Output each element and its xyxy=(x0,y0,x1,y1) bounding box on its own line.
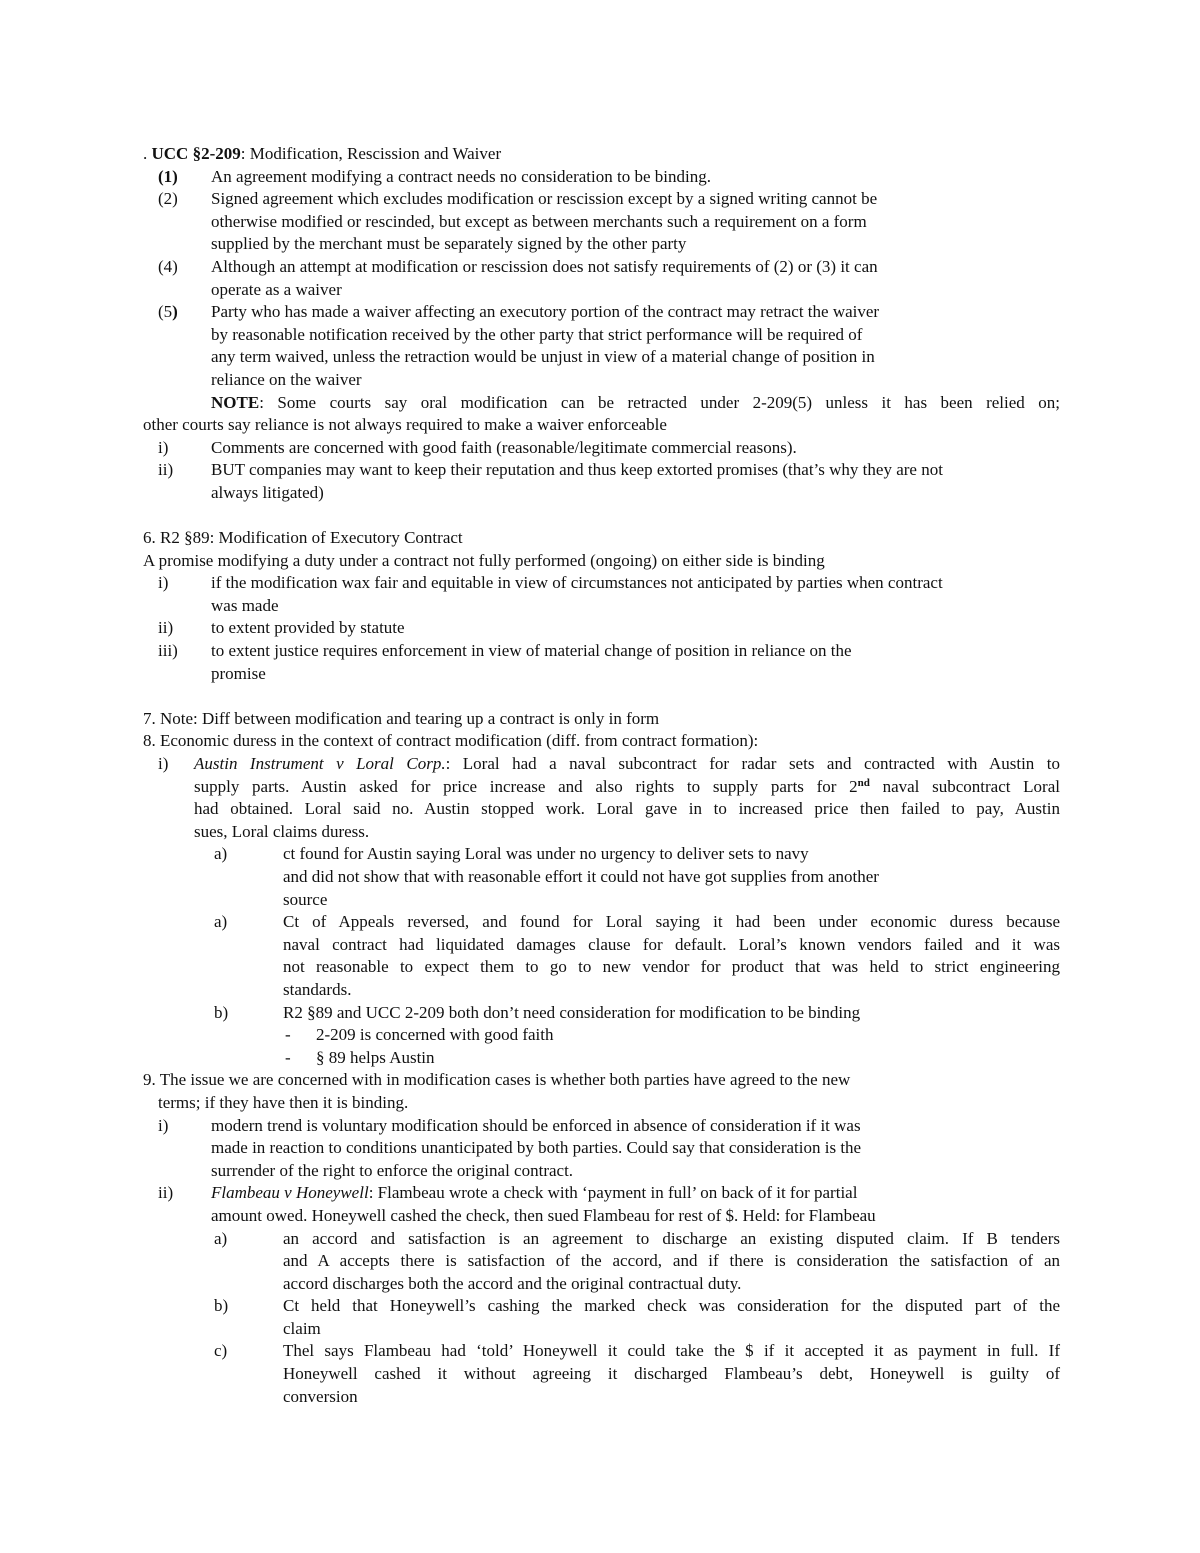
paragraph xyxy=(143,550,1060,573)
list-text: ct found for Austin saying Loral was under no urgency to deliver sets to navy xyxy=(283,844,809,864)
list-marker: i) xyxy=(158,754,169,774)
list-text: Comments are concerned with good faith (reasonable/legitimate commercial reasons). xyxy=(211,437,797,457)
case-text: : Loral had a naval subcontract for radar sets and contracted with Austin to xyxy=(445,754,1061,774)
list-marker: (2) xyxy=(158,189,178,209)
marker-close: ) xyxy=(172,302,178,322)
list-text-continued xyxy=(143,663,1060,686)
list-marker: i) xyxy=(158,437,169,457)
section-heading-agreement xyxy=(143,1069,1060,1092)
list-text: Party who has made a waiver affecting an executory portion of the contract may retract the waiver xyxy=(211,302,880,322)
marker-open: (5 xyxy=(158,302,173,322)
list-text: An agreement modifying a contract needs no consideration to be binding. xyxy=(211,166,711,186)
list-text: by reasonable notification received by the other party that strict performance will be required of xyxy=(211,324,863,344)
list-marker: (4) xyxy=(158,256,178,276)
list-text-continued xyxy=(143,369,1060,392)
list-text: made in reaction to conditions unanticipated by both parties. Could say that consideration is the xyxy=(211,1138,862,1158)
list-text: supplied by the merchant must be separately signed by the other party xyxy=(211,234,687,254)
list-text-continued xyxy=(283,979,1060,1002)
list-item xyxy=(143,1115,1060,1138)
list-text-continued xyxy=(283,934,1060,957)
case-text: naval subcontract Loral xyxy=(869,776,1060,796)
list-text: Ct of Appeals reversed, and found for Loral saying it had been under economic duress because xyxy=(283,912,1060,932)
note-text: other courts say reliance is not always required to make a waiver enforceable xyxy=(143,415,667,435)
notes-body xyxy=(143,143,1060,1408)
list-marker: (1) xyxy=(158,166,178,186)
case-text: : Flambeau wrote a check with ‘payment in full’ on back of it for partial xyxy=(368,1183,858,1203)
note-paragraph xyxy=(211,392,1060,415)
list-text-continued xyxy=(143,482,1060,505)
section-heading-economic-duress xyxy=(143,730,1060,753)
list-text-continued xyxy=(143,279,1060,302)
list-marker: b) xyxy=(214,1296,229,1316)
list-text: Honeywell cashed it without agreeing it discharged Flambeau’s debt, Honeywell is guilty of xyxy=(283,1364,1060,1384)
heading-text: 8. Economic duress in the context of contract modification (diff. from contract formation): xyxy=(143,731,759,751)
list-item xyxy=(143,1002,1060,1025)
list-text-continued xyxy=(143,595,1060,618)
section-heading-note xyxy=(143,708,1060,731)
list-item xyxy=(143,459,1060,482)
case-name: Flambeau v Honeywell xyxy=(211,1183,369,1203)
list-text-continued xyxy=(283,1250,1060,1273)
list-text: Ct held that Honeywell’s cashing the marked check was consideration for the disputed part of the xyxy=(283,1296,1060,1316)
list-text: source xyxy=(283,889,328,909)
list-text: not reasonable to expect them to go to new vendor for product that was held to strict engineering xyxy=(283,957,1060,977)
list-text-continued xyxy=(143,866,1060,889)
note-text: : Some courts say oral modification can be retracted under 2-209(5) unless it has been relied on; xyxy=(259,392,1060,412)
case-text-continued xyxy=(194,776,1060,799)
case-text: amount owed. Honeywell cashed the check, then sued Flambeau for rest of $. Held: for Flambeau xyxy=(211,1205,876,1225)
list-text-continued xyxy=(283,1386,1060,1409)
list-text: always litigated) xyxy=(211,482,324,502)
list-text: reliance on the waiver xyxy=(211,369,362,389)
list-text: to extent provided by statute xyxy=(211,618,405,638)
list-marker: ii) xyxy=(158,460,174,480)
case-text-continued xyxy=(194,821,1060,844)
list-item xyxy=(143,256,1060,279)
list-item xyxy=(143,617,1060,640)
case-text: had obtained. Loral said no. Austin stopped work. Loral gave in to increased price then failed to pay, Austin xyxy=(194,799,1060,819)
list-marker: ii) xyxy=(158,1183,174,1203)
list-item xyxy=(143,640,1060,663)
dash-marker: - xyxy=(285,1047,291,1067)
list-item xyxy=(143,301,1060,324)
list-text: promise xyxy=(211,663,266,683)
list-marker: iii) xyxy=(158,641,178,661)
list-text: Although an attempt at modification or rescission does not satisfy requirements of (2) or (3) it can xyxy=(211,256,878,276)
list-text-continued xyxy=(143,1205,1060,1228)
ordinal-suffix: nd xyxy=(857,776,870,789)
list-text-continued xyxy=(283,1273,1060,1296)
heading-bold: UCC §2-209 xyxy=(151,144,241,163)
spacer xyxy=(143,505,1060,528)
list-item xyxy=(143,572,1060,595)
section-heading-r2-89 xyxy=(143,527,1060,550)
list-text: to extent justice requires enforcement in view of material change of position in reliance on the xyxy=(211,641,852,661)
list-text: and A accepts there is satisfaction of the accord, and if there is consideration the satisfaction of an xyxy=(283,1251,1060,1271)
list-marker: ii) xyxy=(158,618,174,638)
list-marker: c) xyxy=(214,1341,228,1361)
list-item xyxy=(143,911,1060,934)
dash-item xyxy=(143,1047,1060,1070)
list-text: conversion xyxy=(283,1386,358,1406)
heading-prefix: . xyxy=(143,144,152,163)
list-text: claim xyxy=(283,1318,321,1338)
heading-rest: : Modification, Rescission and Waiver xyxy=(240,144,502,163)
heading-continued xyxy=(158,1092,1060,1115)
list-text-continued xyxy=(143,889,1060,912)
list-marker: b) xyxy=(214,1002,229,1022)
case-text-continued xyxy=(194,798,1060,821)
list-text-continued xyxy=(143,324,1060,347)
section-heading-ucc-2-209 xyxy=(143,143,1060,166)
list-text-continued xyxy=(143,211,1060,234)
heading-text: 9. The issue we are concerned with in modification cases is whether both parties have agreed to the new xyxy=(143,1070,851,1090)
list-text-continued xyxy=(143,346,1060,369)
heading-text: 6. R2 §89: Modification of Executory Contract xyxy=(143,528,463,548)
list-item xyxy=(143,166,1060,189)
list-text: R2 §89 and UCC 2-209 both don’t need consideration for modification to be binding xyxy=(283,1002,861,1022)
list-text-continued xyxy=(283,956,1060,979)
list-text: standards. xyxy=(283,979,352,999)
note-continued xyxy=(143,414,1060,437)
list-text: otherwise modified or rescinded, but except as between merchants such a requirement on a form xyxy=(211,211,867,231)
spacer xyxy=(143,685,1060,708)
list-item xyxy=(143,1228,1060,1251)
list-text-continued xyxy=(143,1160,1060,1183)
list-text-continued xyxy=(283,1363,1060,1386)
dash-marker: - xyxy=(285,1025,291,1045)
list-item xyxy=(143,1340,1060,1363)
list-text: and did not show that with reasonable effort it could not have got supplies from another xyxy=(283,867,879,886)
list-item xyxy=(143,1182,1060,1205)
case-name: Austin Instrument v Loral Corp. xyxy=(194,754,446,774)
list-marker: a) xyxy=(214,844,228,864)
heading-text: terms; if they have then it is binding. xyxy=(158,1092,409,1112)
list-text-continued xyxy=(143,233,1060,256)
list-text: § 89 helps Austin xyxy=(316,1047,435,1067)
dash-item xyxy=(143,1024,1060,1047)
list-item xyxy=(143,437,1060,460)
list-item xyxy=(143,1295,1060,1318)
case-text: sues, Loral claims duress. xyxy=(194,821,370,841)
list-text: was made xyxy=(211,595,279,615)
list-text-continued xyxy=(283,1318,1060,1341)
list-marker: a) xyxy=(214,1228,228,1248)
list-text: if the modification wax fair and equitable in view of circumstances not anticipated by parties when contract xyxy=(211,573,943,593)
list-text: 2-209 is concerned with good faith xyxy=(316,1025,554,1045)
list-text: modern trend is voluntary modification should be enforced in absence of consideration if it was xyxy=(211,1115,861,1135)
case-paragraph xyxy=(143,753,1060,776)
list-item xyxy=(143,843,1060,866)
list-marker: i) xyxy=(158,573,169,593)
list-marker: a) xyxy=(214,912,228,932)
list-item xyxy=(143,188,1060,211)
list-text: Signed agreement which excludes modification or rescission except by a signed writing cannot be xyxy=(211,189,878,209)
note-label: NOTE xyxy=(211,392,260,412)
list-text: accord discharges both the accord and the original contractual duty. xyxy=(283,1273,742,1293)
case-text: supply parts. Austin asked for price increase and also rights to supply parts for 2 xyxy=(194,776,858,796)
list-text: an accord and satisfaction is an agreement to discharge an existing disputed claim. If B tenders xyxy=(283,1228,1060,1248)
list-text: surrender of the right to enforce the original contract. xyxy=(211,1160,574,1180)
list-text: operate as a waiver xyxy=(211,279,342,299)
paragraph-text: A promise modifying a duty under a contract not fully performed (ongoing) on either side is binding xyxy=(143,550,825,570)
list-text: any term waived, unless the retraction would be unjust in view of a material change of position in xyxy=(211,347,875,367)
list-text: naval contract had liquidated damages clause for default. Loral’s known vendors failed and it was xyxy=(283,934,1060,954)
list-marker xyxy=(158,301,178,324)
list-marker: i) xyxy=(158,1115,169,1135)
heading-text: 7. Note: Diff between modification and tearing up a contract is only in form xyxy=(143,708,660,728)
list-text: BUT companies may want to keep their reputation and thus keep extorted promises (that’s why they are not xyxy=(211,460,943,480)
list-text xyxy=(211,1182,857,1205)
list-text-continued xyxy=(143,1137,1060,1160)
list-text: Thel says Flambeau had ‘told’ Honeywell it could take the $ if it accepted it as payment in full. If xyxy=(283,1341,1060,1361)
